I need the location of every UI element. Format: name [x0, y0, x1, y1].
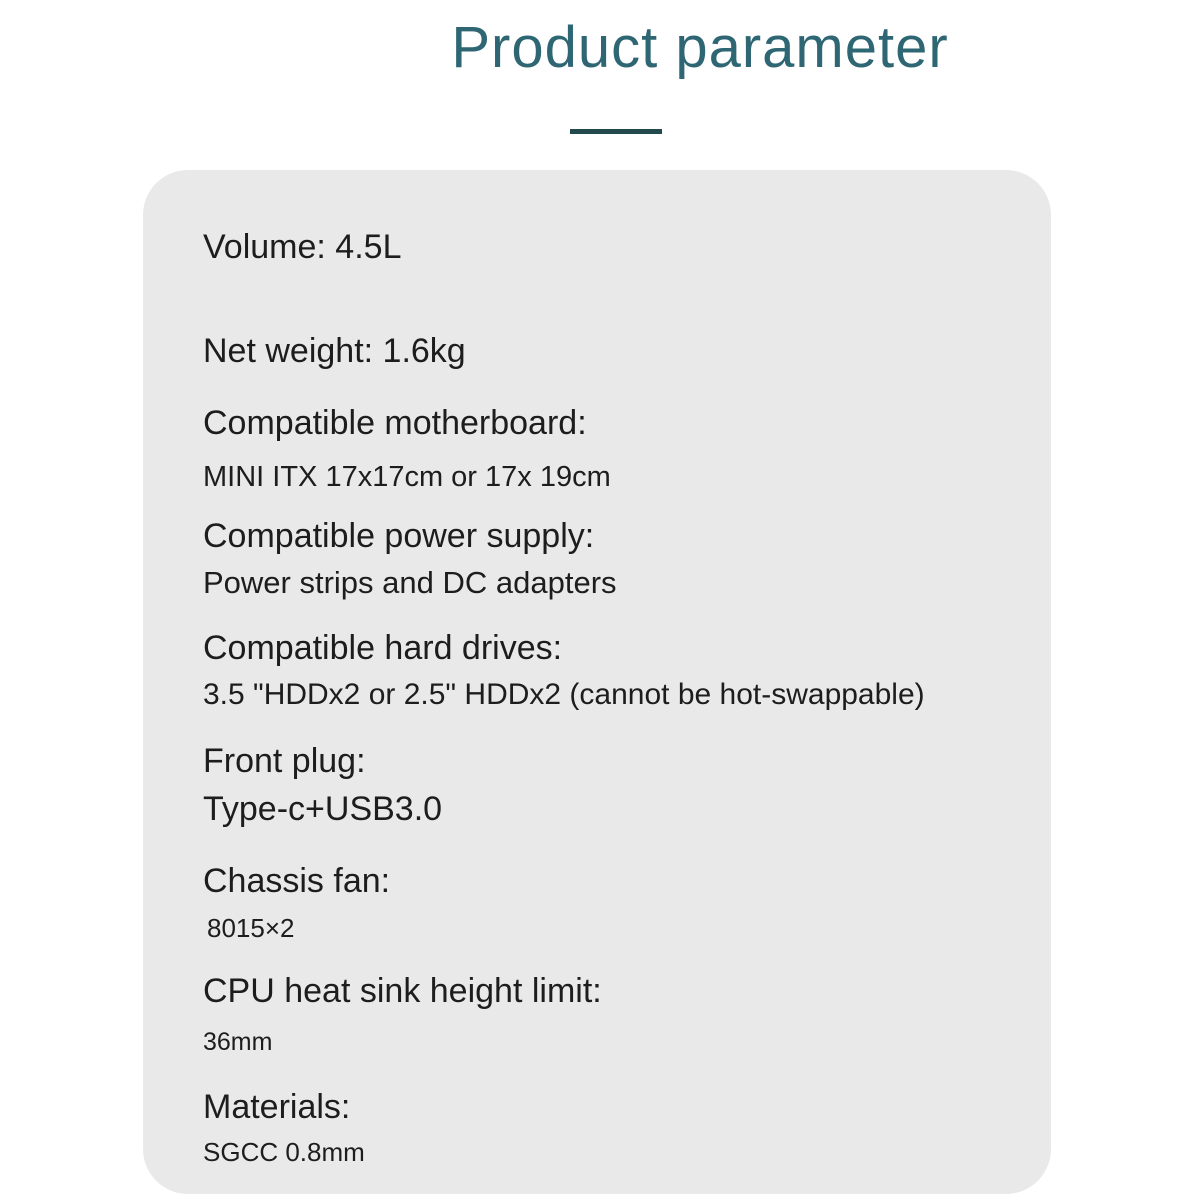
spec-label-front-plug: Front plug:	[203, 742, 366, 780]
spec-label-compatible-motherboard: Compatible motherboard:	[203, 404, 587, 442]
spec-label-net-weight: Net weight: 1.6kg	[203, 332, 466, 370]
spec-value-cpu-heatsink-height-limit: 36mm	[203, 1028, 273, 1056]
page-title: Product parameter	[451, 15, 949, 80]
spec-label-chassis-fan: Chassis fan:	[203, 862, 391, 900]
spec-value-compatible-hard-drives: 3.5 "HDDx2 or 2.5" HDDx2 (cannot be hot-swappable)	[203, 678, 925, 711]
spec-label-cpu-heatsink-height-limit: CPU heat sink height limit:	[203, 972, 602, 1010]
spec-value-front-plug: Type-c+USB3.0	[203, 790, 443, 828]
spec-value-chassis-fan: 8015×2	[207, 913, 295, 943]
spec-value-compatible-motherboard: MINI ITX 17x17cm or 17x 19cm	[203, 461, 611, 493]
spec-card	[143, 170, 1051, 1194]
spec-value-compatible-power-supply: Power strips and DC adapters	[203, 565, 617, 600]
spec-label-compatible-hard-drives: Compatible hard drives:	[203, 629, 563, 667]
spec-label-volume: Volume: 4.5L	[203, 228, 402, 266]
spec-label-materials: Materials:	[203, 1088, 351, 1126]
title-divider	[570, 129, 662, 134]
spec-value-materials: SGCC 0.8mm	[203, 1137, 365, 1167]
spec-label-compatible-power-supply: Compatible power supply:	[203, 517, 595, 555]
